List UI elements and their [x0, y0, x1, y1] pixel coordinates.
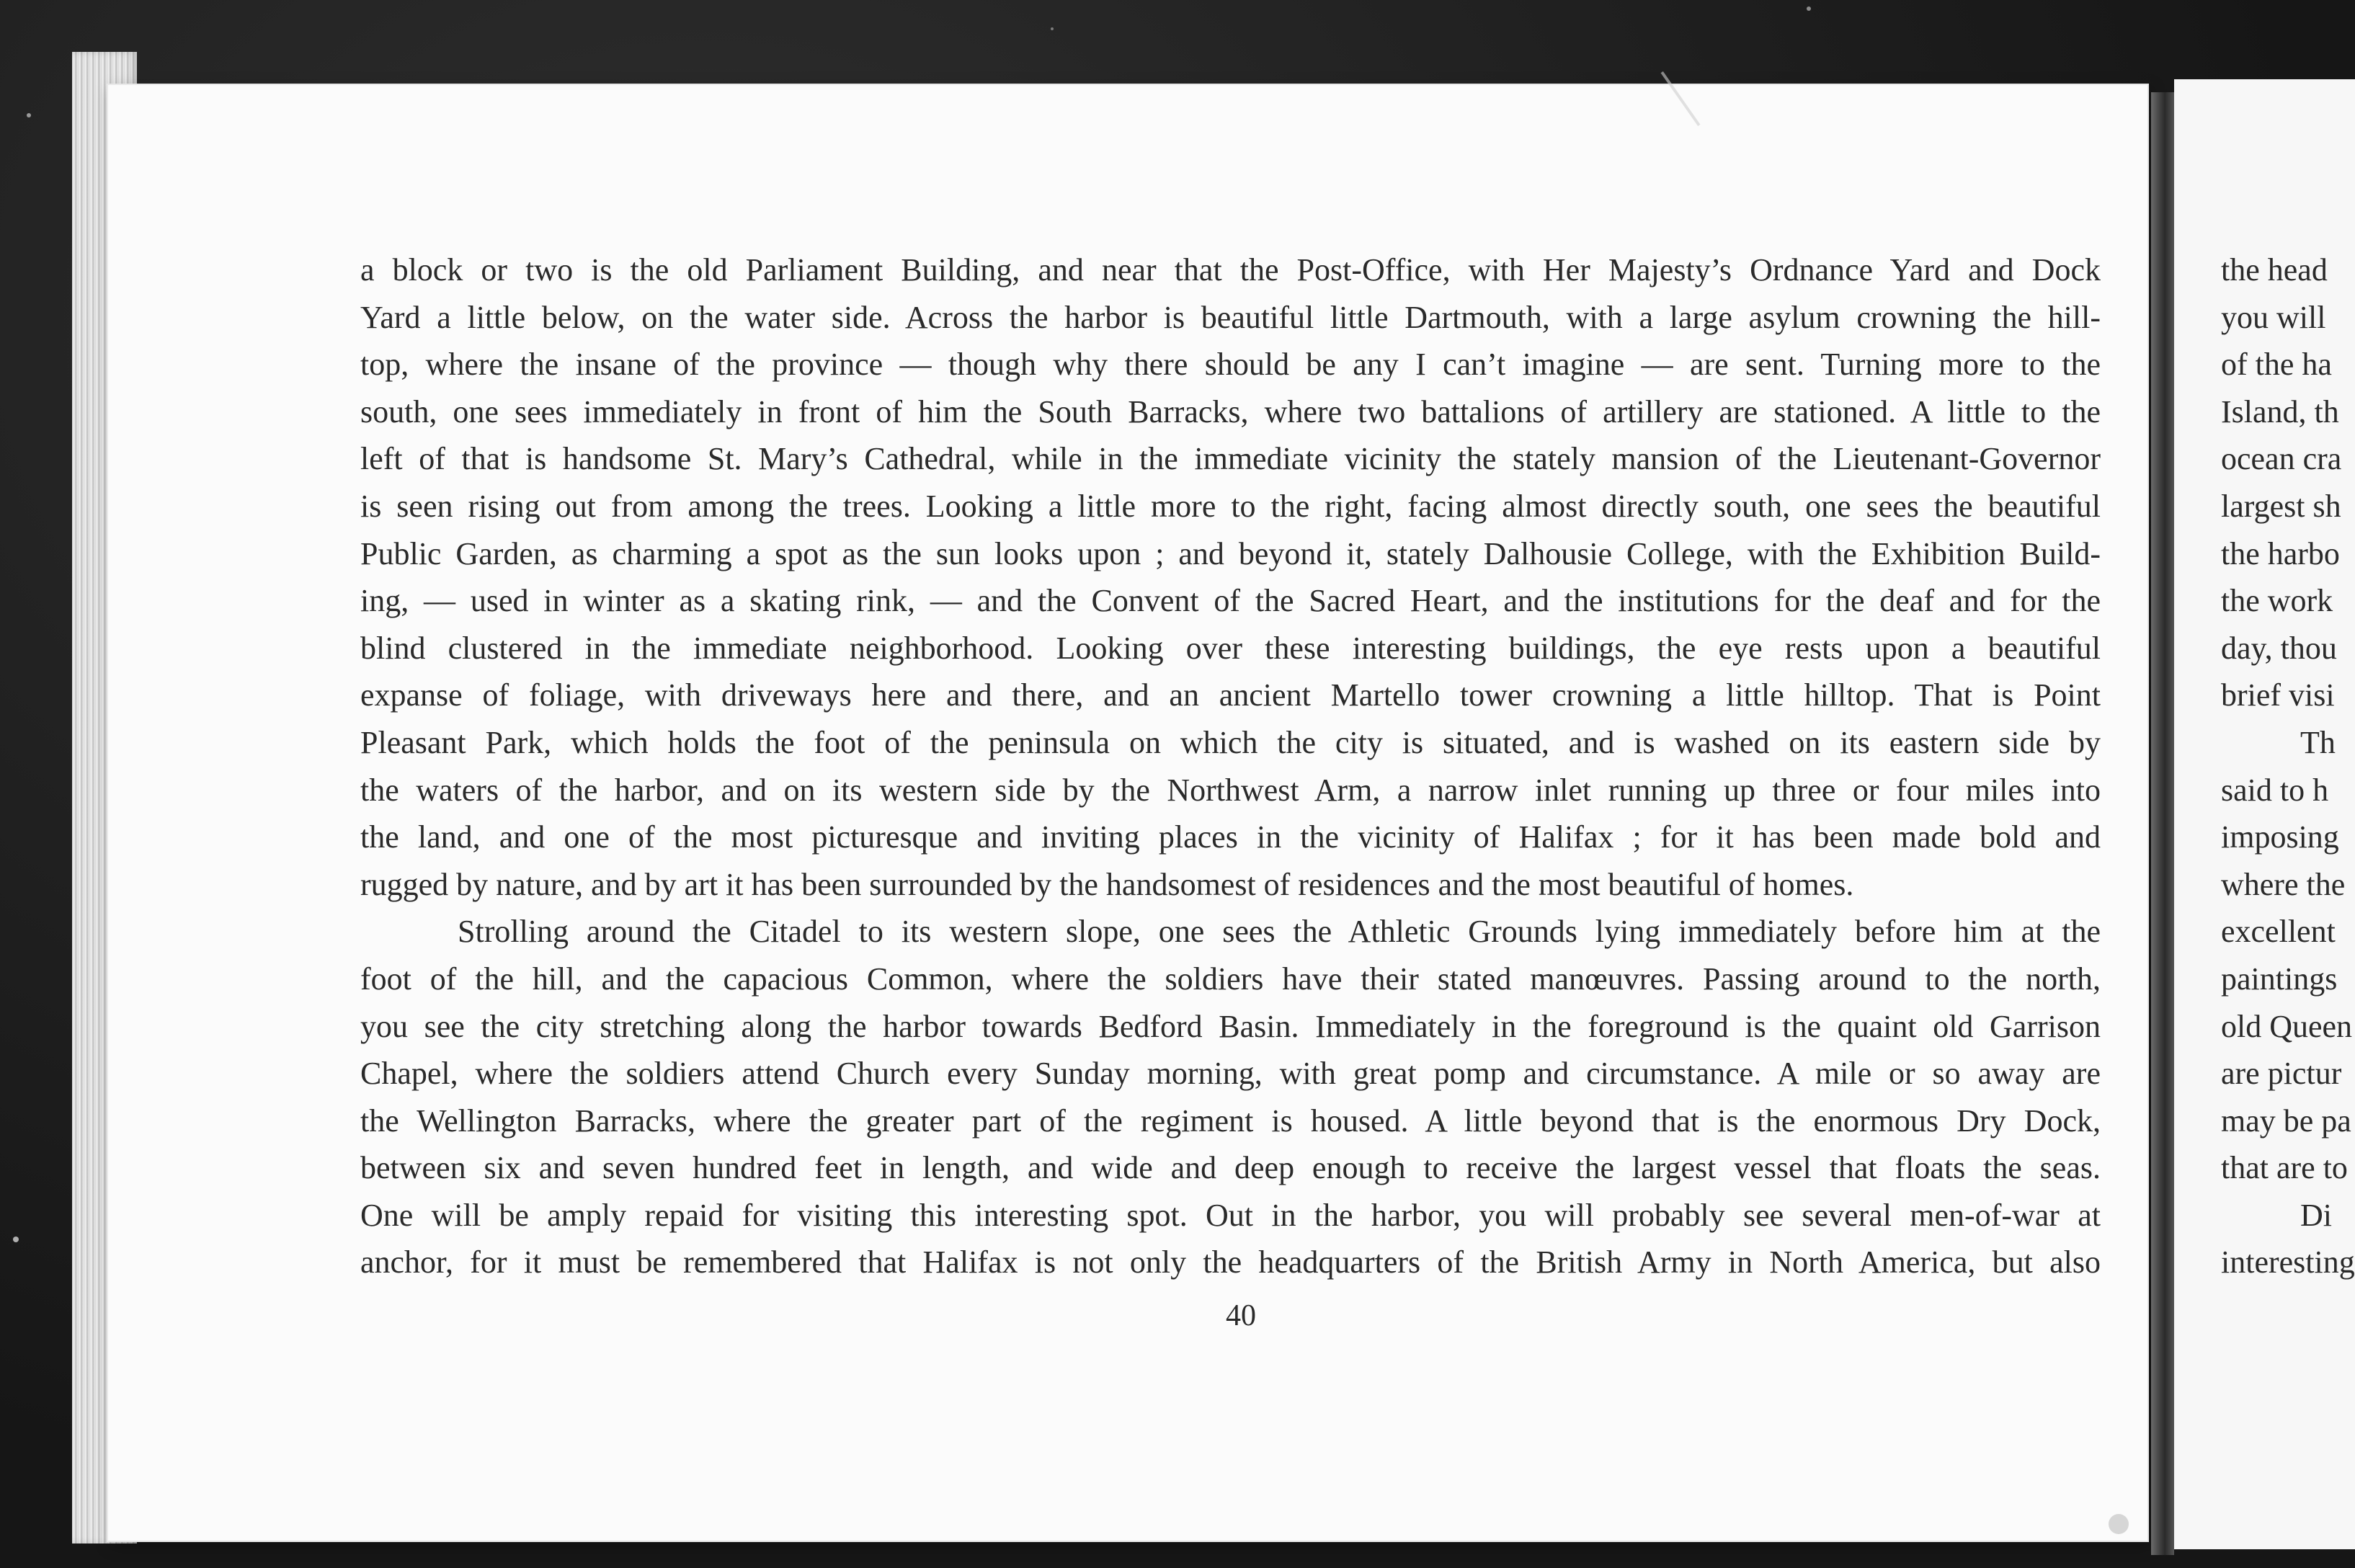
text-line: left of that is handsome St. Mary’s Cathedral, while in the immediate vicinity the stately mansion of the Lieutenant-Governor	[360, 441, 2101, 477]
text-line: paintings	[2221, 961, 2338, 997]
text-line: may be pa	[2221, 1102, 2351, 1139]
text-line: Chapel, where the soldiers attend Church every Sunday morning, with great pomp and circumstance. A mile or so away are	[360, 1056, 2101, 1092]
text-line: largest sh	[2221, 488, 2341, 524]
text-line: you will	[2221, 299, 2326, 335]
text-line: that are to	[2221, 1150, 2348, 1186]
text-line: you see the city stretching along the harbor towards Bedford Basin. Immediately in the foreground is the quaint old Garrison	[360, 1008, 2101, 1044]
text-line: top, where the insane of the province — though why there should be any I can’t imagine — are sent. Turning more to the	[360, 347, 2101, 383]
paragraph-start-line: Strolling around the Citadel to its western slope, one sees the Athletic Grounds lying immediately before him at the	[458, 914, 2101, 950]
text-line: said to h	[2221, 772, 2329, 808]
text-line: are pictur	[2221, 1056, 2342, 1092]
paragraph-end-line: rugged by nature, and by art it has been surrounded by the handsomest of residences and the most beautiful of homes.	[360, 866, 1854, 902]
text-line: Island, th	[2221, 393, 2339, 429]
text-line: the Wellington Barracks, where the greater part of the regiment is housed. A little beyond that is the enormous Dry Dock,	[360, 1102, 2101, 1139]
text-line: brief visi	[2221, 677, 2335, 713]
book-gutter	[2151, 92, 2174, 1555]
text-line: old Queen	[2221, 1008, 2353, 1044]
text-line: day, thou	[2221, 630, 2337, 666]
text-line: Public Garden, as charming a spot as the sun looks upon ; and beyond it, stately Dalhousie College, with the Exhibition Build-	[360, 535, 2101, 571]
text-line: Pleasant Park, which holds the foot of the peninsula on which the city is situated, and is washed on its eastern side by	[360, 724, 2101, 760]
right-page-body	[2221, 246, 2355, 1286]
paragraph-start-line: Di	[2300, 1197, 2332, 1233]
text-line: of the ha	[2221, 347, 2332, 383]
text-line: blind clustered in the immediate neighborhood. Looking over these interesting buildings, the eye rests upon a beautiful	[360, 630, 2101, 666]
text-line: the harbo	[2221, 535, 2340, 571]
text-line: is seen rising out from among the trees. Looking a little more to the right, facing almost directly south, one sees the beautiful	[360, 488, 2101, 524]
text-line: anchor, for it must be remembered that Halifax is not only the headquarters of the British Army in North America, but also	[360, 1244, 2101, 1280]
text-line: foot of the hill, and the capacious Common, where the soldiers have their stated manœuvres. Passing around to the north,	[360, 961, 2101, 997]
text-line: a block or two is the old Parliament Building, and near that the Post-Office, with Her Majesty’s Ordnance Yard and Dock	[360, 252, 2101, 288]
page-number: 40	[1226, 1299, 1256, 1332]
text-line: south, one sees immediately in front of him the South Barracks, where two battalions of artillery are stationed. A little to the	[360, 393, 2101, 429]
text-line: ocean cra	[2221, 441, 2342, 477]
text-line: the work	[2221, 583, 2333, 619]
text-line: between six and seven hundred feet in length, and wide and deep enough to receive the largest vessel that floats the seas.	[360, 1150, 2101, 1186]
text-line: Yard a little below, on the water side. Across the harbor is beautiful little Dartmouth, with a large asylum crowning the hill-	[360, 299, 2101, 335]
text-line: imposing	[2221, 819, 2339, 855]
text-line: the head	[2221, 252, 2328, 288]
text-line: expanse of foliage, with driveways here and there, and an ancient Martello tower crowning a little hilltop. That is Point	[360, 677, 2101, 713]
text-line: excellent	[2221, 914, 2336, 950]
text-line: One will be amply repaid for visiting this interesting spot. Out in the harbor, you will probably see several men-of-war at	[360, 1197, 2101, 1233]
text-line: where the	[2221, 866, 2346, 902]
text-line: interesting	[2221, 1244, 2355, 1280]
text-line: the land, and one of the most picturesque and inviting places in the vicinity of Halifax ; for it has been made bold and	[360, 819, 2101, 855]
paragraph-start-line: Th	[2300, 724, 2336, 760]
text-line: the waters of the harbor, and on its western side by the Northwest Arm, a narrow inlet running up three or four miles into	[360, 772, 2101, 808]
text-line: ing, — used in winter as a skating rink, — and the Convent of the Sacred Heart, and the institutions for the deaf and for the	[360, 583, 2101, 619]
left-page-body	[360, 246, 2101, 1286]
